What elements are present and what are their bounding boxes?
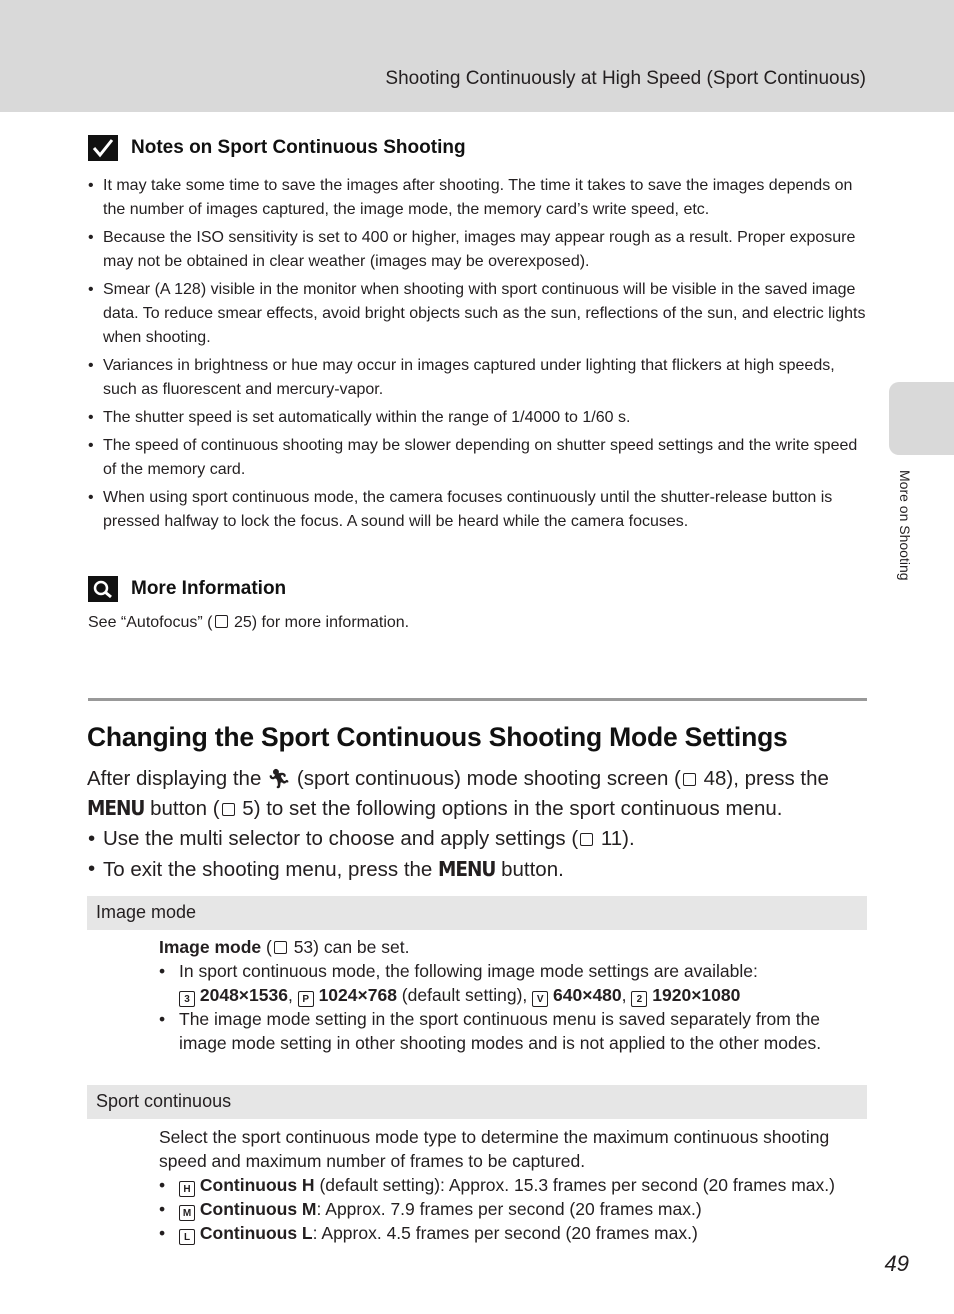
list-item: • In sport continuous mode, the following image mode settings are available: 3 2048×1536, P 1024×768 (default setting), V 640×480, 2 1920×1080 bbox=[159, 959, 869, 1007]
list-item: • The image mode setting in the sport continuous menu is saved separately from the image mode setting in other shooting modes and is not applied to the other modes. bbox=[159, 1007, 869, 1055]
list-item: • L Continuous L: Approx. 4.5 frames per second (20 frames max.) bbox=[159, 1221, 869, 1245]
notes-title: Notes on Sport Continuous Shooting bbox=[131, 137, 466, 158]
more-info-text: See “Autofocus” ( 25) for more information. bbox=[88, 614, 410, 631]
list-item: • The shutter speed is set automatically within the range of 1/4000 to 1/60 s. bbox=[88, 406, 868, 430]
sport-continuous-bar-label: Sport continuous bbox=[96, 1091, 232, 1111]
sport-continuous-body bbox=[159, 1125, 869, 1245]
image-mode-bar bbox=[87, 896, 867, 930]
list-item: • To exit the shooting menu, press the MENU button. bbox=[88, 854, 635, 885]
reference-icon bbox=[580, 833, 593, 846]
sport-continuous-bar bbox=[87, 1085, 867, 1119]
section-title: Changing the Sport Continuous Shooting Mode Settings bbox=[87, 722, 788, 752]
list-item: • M Continuous M: Approx. 7.9 frames per second (20 frames max.) bbox=[159, 1197, 869, 1221]
page-header bbox=[0, 0, 954, 112]
page-number: 49 bbox=[884, 1251, 909, 1276]
continuous-h-icon: H bbox=[179, 1181, 195, 1197]
list-item: • Use the multi selector to choose and apply settings ( 11). bbox=[88, 824, 635, 854]
checkmark-note-icon bbox=[88, 135, 118, 161]
reference-icon bbox=[274, 941, 287, 954]
image-size-pc-icon: P bbox=[298, 991, 314, 1007]
list-item: • Smear (A 128) visible in the monitor when shooting with sport continuous will be visible in the saved image data. To reduce smear effects, avoid bright objects such as the sun, reflections of the sun, and electric lights when shooting. bbox=[88, 278, 868, 350]
header-title: Shooting Continuously at High Speed (Sport Continuous) bbox=[385, 68, 866, 89]
sport-continuous-icon: 🏃︎ bbox=[267, 769, 292, 790]
notes-heading bbox=[88, 135, 466, 161]
list-item: • H Continuous H (default setting): Approx. 15.3 frames per second (20 frames max.) bbox=[159, 1173, 869, 1197]
magnifier-info-icon bbox=[88, 576, 118, 602]
notes-list bbox=[88, 174, 868, 538]
continuous-m-icon: M bbox=[179, 1205, 195, 1221]
reference-icon bbox=[683, 773, 696, 786]
image-size-vga-icon: V bbox=[532, 991, 548, 1007]
image-size-169-icon: 2 bbox=[631, 991, 647, 1007]
list-item: • It may take some time to save the images after shooting. The time it takes to save the images depends on the number of images captured, the image mode, the memory card’s write speed, etc. bbox=[88, 174, 868, 222]
image-mode-lead: Image mode ( 53) can be set. bbox=[159, 937, 410, 957]
reference-icon bbox=[215, 615, 228, 628]
side-tab bbox=[889, 382, 954, 455]
more-info-title: More Information bbox=[131, 578, 287, 599]
menu-button-icon: MENU bbox=[87, 796, 145, 820]
section-intro: After displaying the 🏃︎ (sport continuous) mode shooting screen ( 48), press the MENU button ( 5) to set the following options in the sport continuous menu. bbox=[87, 767, 829, 820]
menu-button-icon: MENU bbox=[438, 857, 496, 881]
image-size-3m-icon: 3 bbox=[179, 991, 195, 1007]
reference-icon bbox=[222, 803, 235, 816]
intro-bullets bbox=[88, 824, 635, 885]
image-mode-bar-label: Image mode bbox=[96, 902, 197, 922]
list-item: • The speed of continuous shooting may be slower depending on shutter speed settings and the write speed of the memory card. bbox=[88, 434, 868, 482]
image-mode-body bbox=[159, 935, 869, 1055]
list-item: • When using sport continuous mode, the camera focuses continuously until the shutter-release button is pressed halfway to lock the focus. A sound will be heard while the camera focuses. bbox=[88, 486, 868, 534]
more-info-heading bbox=[88, 576, 286, 602]
side-tab-label: More on Shooting bbox=[897, 470, 913, 581]
section-divider bbox=[88, 698, 867, 701]
list-item: • Because the ISO sensitivity is set to 400 or higher, images may appear rough as a result. Proper exposure may not be obtained in clear weather (images may be overexposed). bbox=[88, 226, 868, 274]
list-item: • Variances in brightness or hue may occur in images captured under lighting that flickers at high speeds, such as fluorescent and mercury-vapor. bbox=[88, 354, 868, 402]
sport-continuous-lead: Select the sport continuous mode type to determine the maximum continuous shooting speed and maximum number of frames to be captured. bbox=[159, 1127, 830, 1171]
continuous-l-icon: L bbox=[179, 1229, 195, 1245]
